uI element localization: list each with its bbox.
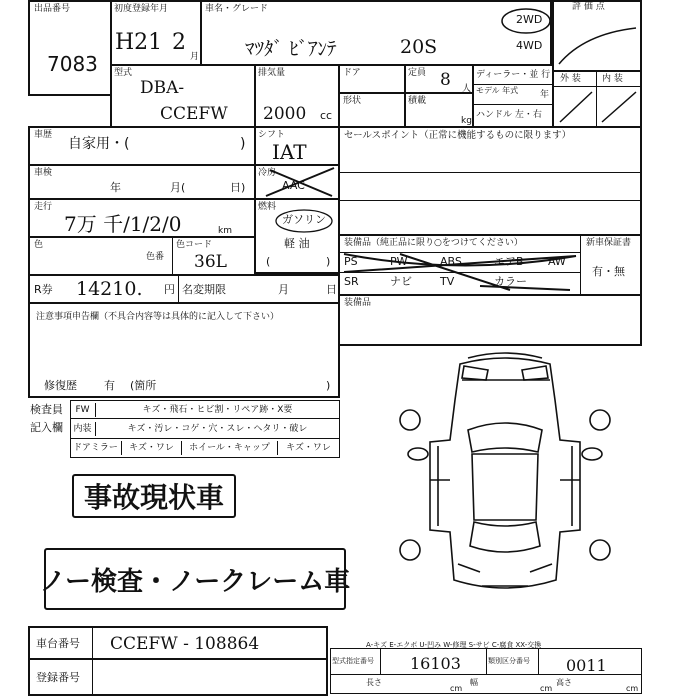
inspector-cell: 内装 xyxy=(70,422,96,436)
inspection-label: 車検 xyxy=(34,168,53,178)
inspector-label-1: 検査員 xyxy=(30,403,63,416)
car-damage-diagram xyxy=(390,350,620,610)
door-label: ドア xyxy=(343,68,361,78)
chassis-label: 車台番号 xyxy=(36,637,80,650)
mileage-label: 走行 xyxy=(34,202,53,212)
warranty-divider xyxy=(580,236,581,294)
usage-value: 自家用・( xyxy=(68,136,130,152)
equipment-item: PW xyxy=(390,255,408,268)
equipment-item: ABS xyxy=(440,255,462,268)
ext-slash xyxy=(556,88,640,126)
equipment-item: エアB xyxy=(494,255,524,268)
reg-no-divider xyxy=(92,660,93,694)
inspector-label-2: 記入欄 xyxy=(30,421,63,434)
warranty-value: 有・無 xyxy=(592,265,625,278)
exterior-label: 外 装 xyxy=(560,74,581,84)
model-year-unit: 年 xyxy=(540,90,550,100)
inspector-cell: ホイール・キャップ xyxy=(182,441,278,455)
aircon-label: 冷房 xyxy=(258,168,277,178)
height-label: 高さ xyxy=(556,678,572,687)
inspector-hline-1 xyxy=(70,418,340,419)
fuel-paren-open: ( xyxy=(266,255,271,268)
name-change-divider xyxy=(178,276,179,302)
first-reg-month: 2 xyxy=(172,30,186,55)
warranty-label: 新車保証書 xyxy=(586,238,632,248)
listing-number: 7083 xyxy=(47,52,98,76)
color-no-label: 色番 xyxy=(146,252,165,262)
model-line2: CCEFW xyxy=(160,104,228,124)
no-claim-stamp xyxy=(39,548,351,610)
sales-box xyxy=(338,126,642,236)
model-year-label: モデル 年式 xyxy=(476,86,519,95)
capacity-unit: 人 xyxy=(462,84,472,94)
fuel-alt: 軽 油 xyxy=(284,237,310,250)
accident-stamp-text: 事故現状車 xyxy=(83,481,224,514)
reg-no-label: 登録番号 xyxy=(36,671,80,684)
mileage-value: 7万 千/1/2/0 xyxy=(64,212,182,236)
displacement: 2000 xyxy=(263,104,307,124)
name-change-label: 名変期限 xyxy=(182,283,226,296)
length-unit: cm xyxy=(450,684,463,693)
color-divider xyxy=(172,238,173,274)
inspection-day: 日) xyxy=(230,181,246,194)
equipment-item: ナビ xyxy=(390,275,412,288)
type-divider-3 xyxy=(538,649,539,675)
grade: 20S xyxy=(400,36,438,58)
aircon-value: AAC xyxy=(282,179,305,192)
type-divider-1 xyxy=(380,649,381,675)
height-unit: cm xyxy=(626,684,639,693)
handle-label: ハンドル 左・右 xyxy=(476,110,542,120)
cc-unit: cc xyxy=(320,109,333,122)
class-label: 類別区分番号 xyxy=(488,657,530,665)
fuel-label: 燃料 xyxy=(258,202,277,212)
dealer-label: ディーラー・並 行 xyxy=(476,70,551,80)
km-unit: km xyxy=(218,226,232,236)
width-unit: cm xyxy=(540,684,553,693)
first-reg-label: 初度登録年月 xyxy=(114,4,169,14)
interior-label: 内 装 xyxy=(602,74,623,84)
car-name: ﾏﾂﾀﾞ ﾋﾞｱﾝﾃ xyxy=(245,38,337,60)
inspector-cell: キズ・飛石・ヒビ割・リペア跡・X要 xyxy=(142,405,293,415)
equipment-extra-label: 装備品 xyxy=(344,298,372,308)
capacity: 8 xyxy=(440,70,451,90)
color-code-label: 色コード xyxy=(176,240,213,250)
accident-stamp xyxy=(72,474,236,518)
notes-label: 注意事項申告欄（不具合内容等は具体的に記入して下さい） xyxy=(36,312,280,322)
usage-label: 車歴 xyxy=(34,130,53,140)
inspector-cell: FW xyxy=(70,403,96,417)
shift-label: シフト xyxy=(258,130,286,140)
score-slash xyxy=(554,14,640,70)
drive-2wd: 2WD xyxy=(516,13,543,26)
drive-4wd: 4WD xyxy=(516,39,543,52)
fuel-paren-close: ) xyxy=(326,255,331,268)
listing-number-label: 出品番号 xyxy=(34,4,71,14)
name-change-day: 日 xyxy=(326,283,337,296)
first-reg-era: H21 xyxy=(115,30,163,55)
chassis-value: CCEFW - 108864 xyxy=(110,634,260,654)
ext-int-hdivider xyxy=(554,86,640,87)
usage-box xyxy=(28,126,256,166)
yen-unit: 円 xyxy=(164,283,175,296)
sales-line-1 xyxy=(340,172,640,173)
r-ticket-label: R券 xyxy=(34,283,53,296)
model-line1: DBA- xyxy=(140,78,185,98)
dealer-divider-2 xyxy=(474,104,552,105)
equipment-item: PS xyxy=(344,255,358,268)
load-unit: kg xyxy=(461,116,472,126)
repair-close: ) xyxy=(326,379,331,392)
shift-value: IAT xyxy=(272,140,307,164)
class-value: 0011 xyxy=(566,656,607,675)
sales-label: セールスポイント（正常に機能するものに限ります） xyxy=(344,130,572,141)
width-label: 幅 xyxy=(470,678,478,687)
fuel-circle xyxy=(274,208,334,234)
load-label: 積載 xyxy=(408,96,427,106)
equipment-item: AW xyxy=(548,255,566,268)
fuel-value: ガソリン xyxy=(282,213,326,226)
equipment-item: TV xyxy=(440,275,455,288)
inspector-cell: キズ・ワレ xyxy=(286,443,331,453)
drive-circle xyxy=(500,6,552,36)
color-label: 色 xyxy=(34,240,44,250)
inspector-cell: ドアミラー xyxy=(70,441,122,455)
equipment-label: 装備品（純正品に限り○をつけてください） xyxy=(344,238,523,248)
model-label: 型式 xyxy=(114,68,133,78)
chassis-divider xyxy=(92,628,93,658)
month-unit: 月 xyxy=(190,52,200,62)
score-label: 評 価 点 xyxy=(572,2,605,12)
size-label: 型式指定番号 xyxy=(332,657,374,665)
equipment-strikes xyxy=(340,246,580,294)
aircon-cross xyxy=(264,166,336,198)
inspector-hline-2 xyxy=(70,438,340,439)
dealer-divider-1 xyxy=(474,84,552,85)
size-value: 16103 xyxy=(410,654,461,673)
color-code: 36L xyxy=(194,252,227,272)
capacity-label: 定員 xyxy=(408,68,427,78)
displacement-label: 排気量 xyxy=(258,68,286,78)
inspector-cell: キズ・ワレ xyxy=(122,441,182,455)
inspection-box xyxy=(28,164,256,200)
inspection-year: 年 xyxy=(110,181,121,194)
repair-location: (箇所 xyxy=(130,379,157,392)
legend: A-キズ E-エクボ U-凹み W-修理 S-サビ C-腐食 XX-交換 xyxy=(366,641,542,649)
repair-value: 有 xyxy=(104,379,115,392)
sales-line-2 xyxy=(340,200,640,201)
listing-number-box xyxy=(28,0,112,96)
car-name-label: 車名・グレード xyxy=(205,4,269,14)
repair-label: 修復歴 xyxy=(44,379,77,392)
equipment-item: カラー xyxy=(494,275,527,288)
name-change-month: 月 xyxy=(278,283,289,296)
inspector-cell: キズ・汚レ・コゲ・穴・スレ・ヘタリ・破レ xyxy=(127,424,308,434)
type-divider-2 xyxy=(486,649,487,675)
length-label: 長さ xyxy=(366,678,382,687)
inspection-month: 月( xyxy=(170,181,186,194)
no-claim-stamp-text: ノー検査・ノークレーム車 xyxy=(39,566,351,597)
r-ticket-value: 14210. xyxy=(76,278,143,300)
equipment-extra-box xyxy=(338,294,642,346)
shape-label: 形状 xyxy=(343,96,362,106)
usage-close: ) xyxy=(240,136,246,152)
equipment-item: SR xyxy=(344,275,359,288)
